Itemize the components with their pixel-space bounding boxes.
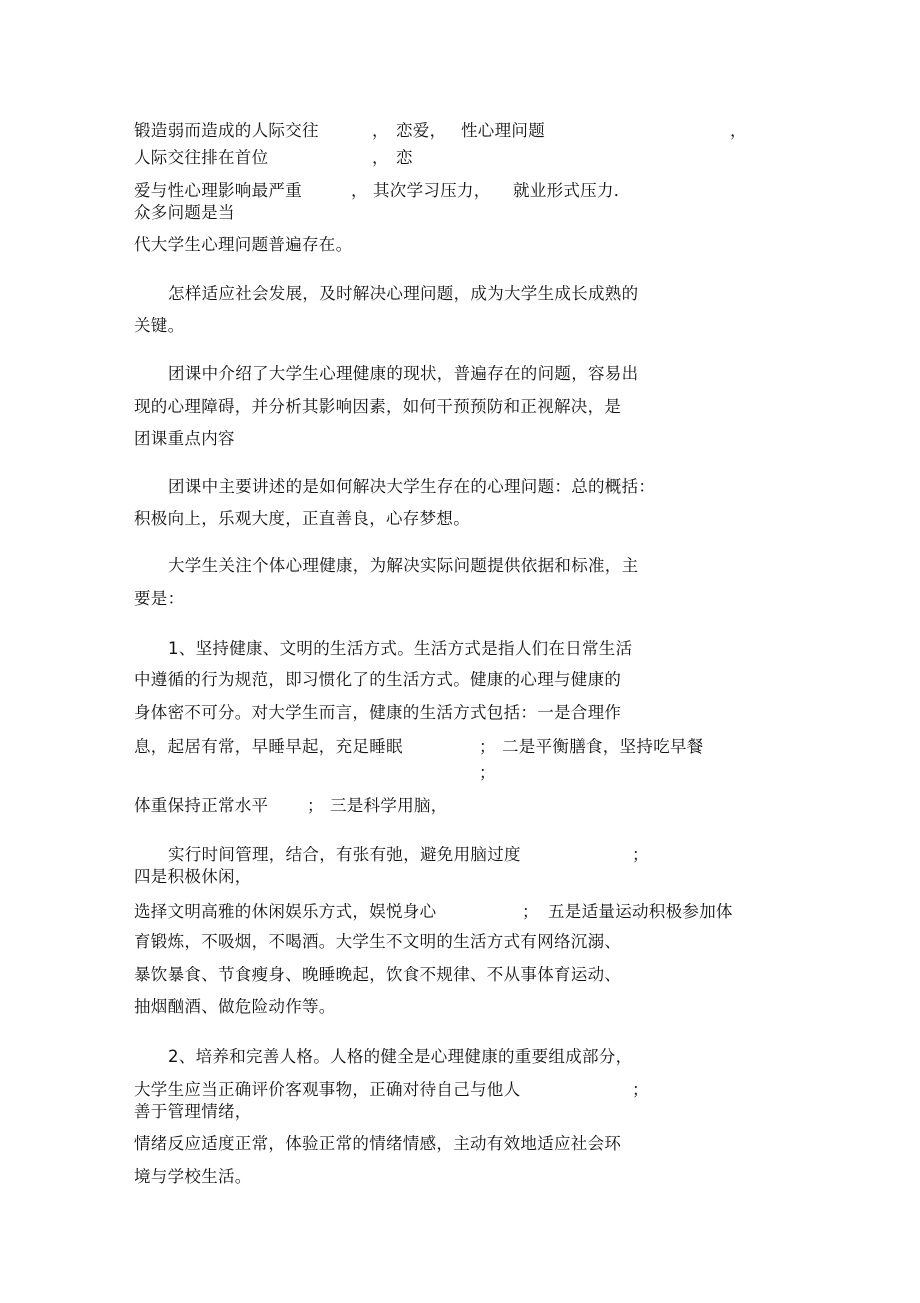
text-line: 育锻炼，不吸烟，不喝酒。大学生不文明的生活方式有网络沉溺、 xyxy=(134,932,622,951)
text-line: 四是积极休闲， xyxy=(134,867,252,886)
text-line: 境与学校生活。 xyxy=(134,1167,252,1186)
text-line: 人际交往排在首位 xyxy=(134,148,269,167)
text-line: 身体密不可分。对大学生而言，健康的生活方式包括：一是合理作 xyxy=(134,703,622,722)
text-line: 息，起居有常，早睡早起，充足睡眠 xyxy=(134,737,403,756)
text-line: 爱与性心理影响最严重 xyxy=(134,181,302,200)
text-line: 恋爱， xyxy=(396,121,447,140)
text-line: ， xyxy=(372,121,389,140)
text-line: 积极向上，乐观大度，正直善良，心存梦想。 xyxy=(134,509,470,528)
text-line: 团课中介绍了大学生心理健康的现状，普遍存在的问题，容易出 xyxy=(168,364,639,383)
text-line: 怎样适应社会发展，及时解决心理问题，成为大学生成长成熟的 xyxy=(168,284,639,303)
text-line: ； xyxy=(479,737,496,756)
text-line: 暴饮暴食、节食瘦身、晚睡晚起，饮食不规律、不从事体育运动、 xyxy=(134,965,622,984)
text-line: 善于管理情绪， xyxy=(134,1102,252,1121)
text-line: ， xyxy=(351,181,368,200)
text-line: 要是： xyxy=(134,589,185,608)
text-line: ， xyxy=(730,121,747,140)
text-line: 关键。 xyxy=(134,316,185,335)
text-line: ， xyxy=(372,148,389,167)
text-line: 体重保持正常水平 xyxy=(134,796,269,815)
text-line: ； xyxy=(479,763,496,782)
text-line: 情绪反应适度正常，体验正常的情绪情感，主动有效地适应社会环 xyxy=(134,1134,622,1153)
text-line: ； xyxy=(522,902,539,921)
text-line: ； xyxy=(632,1080,649,1099)
text-line: 代大学生心理问题普遍存在。 xyxy=(134,235,353,254)
text-line: ； xyxy=(307,796,324,815)
text-line: 现的心理障碍，并分析其影响因素，如何干预预防和正视解决，是 xyxy=(134,397,622,416)
text-line: 大学生关注个体心理健康，为解决实际问题提供依据和标准，主 xyxy=(168,556,639,575)
text-line: 团课中主要讲述的是如何解决大学生存在的心理问题：总的概括： xyxy=(168,477,656,496)
text-line: 就业形式压力． xyxy=(513,181,631,200)
text-line: 二是平衡膳食，坚持吃早餐 xyxy=(502,737,704,756)
text-line: 大学生应当正确评价客观事物，正确对待自己与他人 xyxy=(134,1080,521,1099)
text-line: 其次学习压力， xyxy=(373,181,491,200)
text-line: 性心理问题 xyxy=(461,121,545,140)
text-line: 抽烟酗酒、做危险动作等。 xyxy=(134,997,336,1016)
text-line: 五是适量运动积极参加体 xyxy=(548,902,733,921)
text-line: ； xyxy=(632,845,649,864)
text-line: 团课重点内容 xyxy=(134,429,235,448)
text-line: 三是科学用脑， xyxy=(330,796,448,815)
text-line: 2、培养和完善人格。人格的健全是心理健康的重要组成部分， xyxy=(168,1047,633,1066)
text-line: 中遵循的行为规范，即习惯化了的生活方式。健康的心理与健康的 xyxy=(134,670,622,689)
text-line: 众多问题是当 xyxy=(134,203,235,222)
text-line: 实行时间管理，结合，有张有弛，避免用脑过度 xyxy=(168,845,521,864)
text-line: 选择文明高雅的休闲娱乐方式，娱悦身心 xyxy=(134,902,437,921)
text-line: 恋 xyxy=(396,148,413,167)
text-line: 锻造弱而造成的人际交往 xyxy=(134,121,319,140)
text-line: 1、坚持健康、文明的生活方式。生活方式是指人们在日常生活 xyxy=(168,639,633,658)
